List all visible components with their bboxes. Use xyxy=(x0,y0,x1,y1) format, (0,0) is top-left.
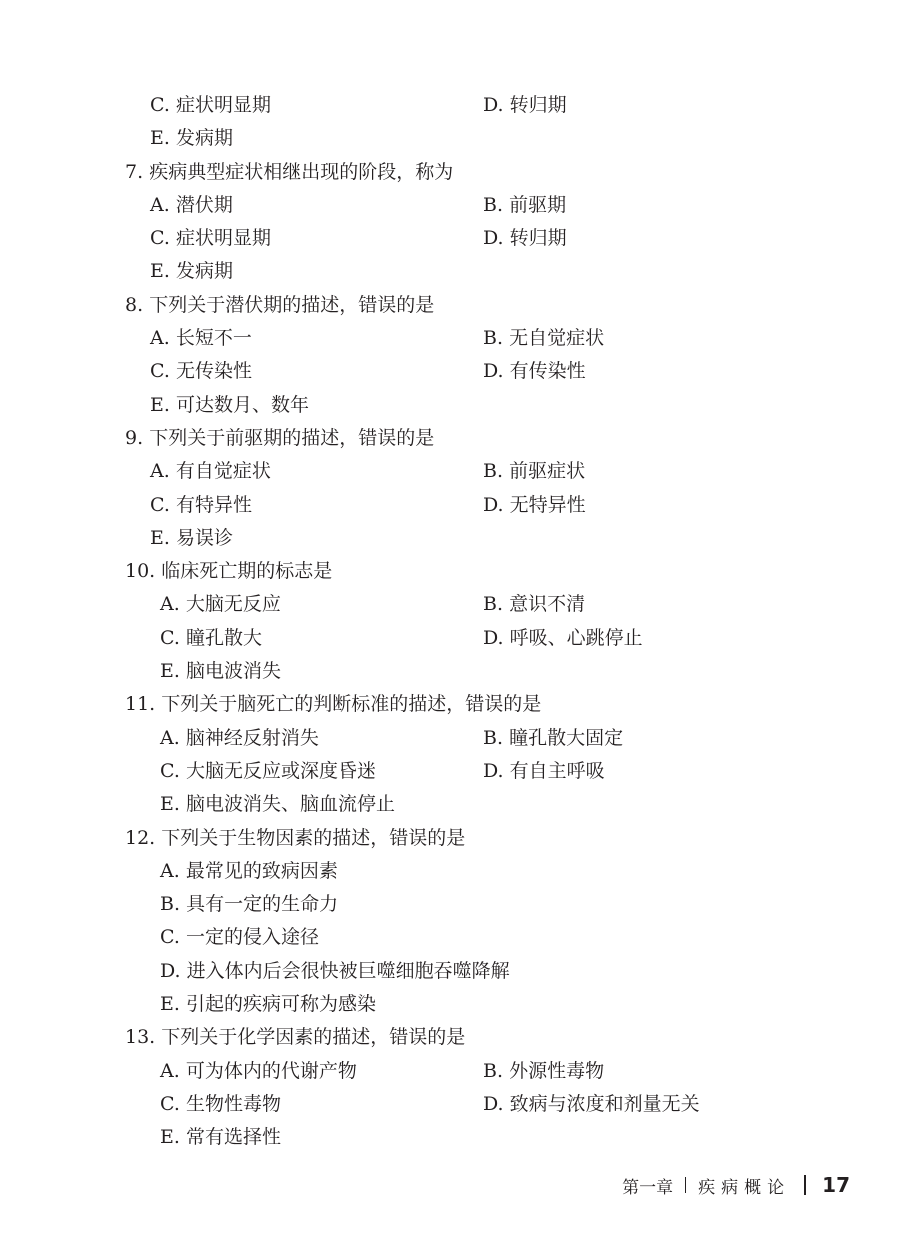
option-b: B. 具有一定的生命力 xyxy=(160,893,339,916)
option-a: A. 脑神经反射消失 xyxy=(160,726,319,749)
page-number-divider xyxy=(804,1175,806,1195)
chapter-label: 第一章 xyxy=(622,1177,674,1198)
question-stem: 12. 下列关于生物因素的描述，错误的是 xyxy=(125,826,466,849)
option-c: C. 瞳孔散大 xyxy=(160,626,262,649)
option-e: E. 常有选择性 xyxy=(160,1126,281,1149)
option-row xyxy=(0,322,900,355)
question-stem: 7. 疾病典型症状相继出现的阶段，称为 xyxy=(125,160,454,183)
option-d: D. 致病与浓度和剂量无关 xyxy=(483,1092,700,1115)
option-row xyxy=(0,755,900,788)
option-row xyxy=(0,222,900,255)
option-row xyxy=(0,489,900,522)
option-b: B. 外源性毒物 xyxy=(483,1059,605,1082)
option-row xyxy=(0,389,900,422)
option-d: D. 进入体内后会很快被巨噬细胞吞噬降解 xyxy=(160,959,510,982)
option-c: C. 生物性毒物 xyxy=(160,1092,281,1115)
option-row xyxy=(0,355,900,388)
option-row xyxy=(0,588,900,621)
option-b: B. 前驱症状 xyxy=(483,460,586,483)
question-stem: 10. 临床死亡期的标志是 xyxy=(125,560,333,583)
option-d: D. 转归期 xyxy=(483,227,567,250)
option-row xyxy=(0,455,900,488)
option-b: B. 瞳孔散大固定 xyxy=(483,726,624,749)
option-row xyxy=(0,255,900,288)
option-row xyxy=(0,888,900,921)
option-b: B. 无自觉症状 xyxy=(483,327,605,350)
option-e: E. 可达数月、数年 xyxy=(150,393,309,416)
option-b: B. 前驱期 xyxy=(483,193,567,216)
option-row xyxy=(0,788,900,821)
question-stem: 8. 下列关于潜伏期的描述，错误的是 xyxy=(125,293,435,316)
option-row xyxy=(0,988,900,1021)
option-c: C. 有特异性 xyxy=(150,493,252,516)
option-row xyxy=(0,89,900,122)
option-row xyxy=(0,522,900,555)
option-d: D. 有自主呼吸 xyxy=(483,759,605,782)
option-c: C. 无传染性 xyxy=(150,360,252,383)
option-row xyxy=(0,955,900,988)
option-a: A. 最常见的致病因素 xyxy=(160,859,338,882)
option-row xyxy=(0,655,900,688)
page-footer xyxy=(622,1170,850,1200)
option-e: E. 脑电波消失、脑血流停止 xyxy=(160,793,395,816)
option-a: A. 可为体内的代谢产物 xyxy=(160,1059,357,1082)
option-row xyxy=(0,1088,900,1121)
option-a: A. 有自觉症状 xyxy=(150,460,271,483)
footer-divider xyxy=(685,1177,686,1193)
option-b: B. 意识不清 xyxy=(483,593,586,616)
page-number: 17 xyxy=(822,1173,850,1197)
chapter-title: 疾病概论 xyxy=(698,1177,791,1198)
question-list xyxy=(0,89,900,1155)
option-e: E. 发病期 xyxy=(150,260,233,283)
question-stem: 13. 下列关于化学因素的描述，错误的是 xyxy=(125,1026,466,1049)
option-e: E. 脑电波消失 xyxy=(160,660,281,683)
question-stem: 9. 下列关于前驱期的描述，错误的是 xyxy=(125,426,435,449)
option-row xyxy=(0,921,900,954)
option-c: C. 一定的侵入途径 xyxy=(160,926,319,949)
option-d: D. 转归期 xyxy=(483,94,567,116)
option-row xyxy=(0,1121,900,1154)
option-e: E. 易误诊 xyxy=(150,526,233,549)
option-c: C. 症状明显期 xyxy=(150,227,271,250)
option-c: C. 症状明显期 xyxy=(150,94,271,116)
option-a: A. 潜伏期 xyxy=(150,193,233,216)
option-row xyxy=(0,1055,900,1088)
option-e: E. 发病期 xyxy=(150,127,233,150)
option-c: C. 大脑无反应或深度昏迷 xyxy=(160,759,376,782)
option-a: A. 长短不一 xyxy=(150,327,252,350)
option-row xyxy=(0,722,900,755)
question-stem: 11. 下列关于脑死亡的判断标准的描述，错误的是 xyxy=(125,693,542,716)
option-row xyxy=(0,855,900,888)
option-d: D. 有传染性 xyxy=(483,360,586,383)
option-d: D. 呼吸、心跳停止 xyxy=(483,626,643,649)
option-a: A. 大脑无反应 xyxy=(160,593,281,616)
option-row xyxy=(0,122,900,155)
option-e: E. 引起的疾病可称为感染 xyxy=(160,993,376,1016)
option-d: D. 无特异性 xyxy=(483,493,586,516)
option-row xyxy=(0,622,900,655)
option-row xyxy=(0,189,900,222)
